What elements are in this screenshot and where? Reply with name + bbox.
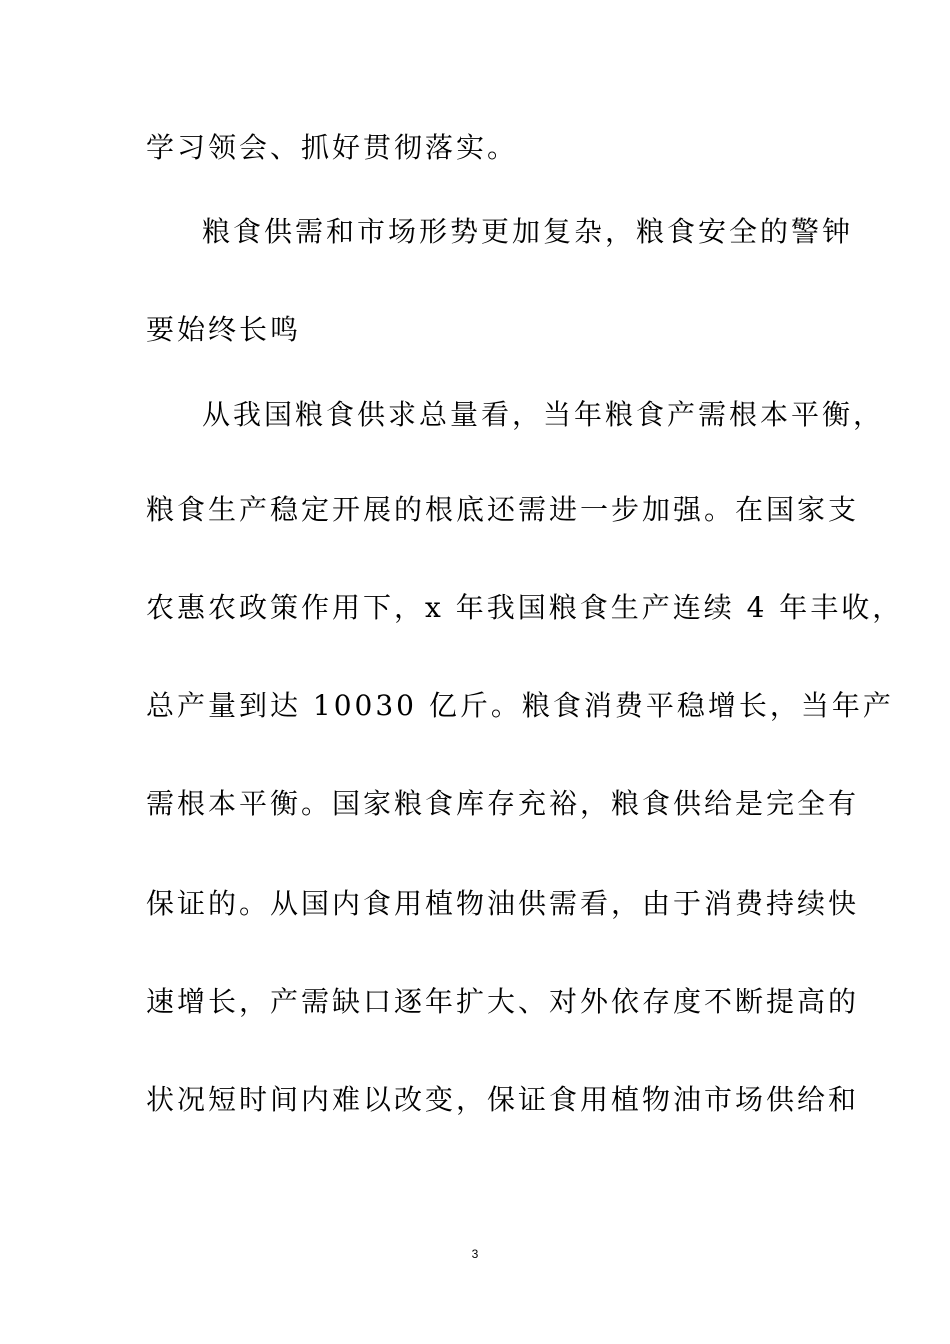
page-number: 3 xyxy=(471,1247,479,1261)
text-line: 需根本平衡。国家粮食库存充裕，粮食供给是完全有 xyxy=(146,787,860,820)
text-line: 状况短时间内难以改变，保证食用植物油市场供给和 xyxy=(146,1083,860,1116)
section-heading-line: 粮食供需和市场形势更加复杂，粮食安全的警钟 xyxy=(202,215,854,248)
text-line: 从我国粮食供求总量看，当年粮食产需根本平衡， xyxy=(202,398,885,431)
text-line: 保证的。从国内食用植物油供需看，由于消费持续快 xyxy=(146,887,860,920)
section-heading-line: 要始终长鸣 xyxy=(146,313,302,346)
text-line: 总产量到达 10030 亿斤。粮食消费平稳增长，当年产 xyxy=(146,689,894,722)
text-line: 农惠农政策作用下，x 年我国粮食生产连续 4 年丰收， xyxy=(146,591,904,624)
text-line: 学习领会、抓好贯彻落实。 xyxy=(146,131,519,164)
text-line: 粮食生产稳定开展的根底还需进一步加强。在国家支 xyxy=(146,493,860,526)
text-line: 速增长，产需缺口逐年扩大、对外依存度不断提高的 xyxy=(146,985,860,1018)
